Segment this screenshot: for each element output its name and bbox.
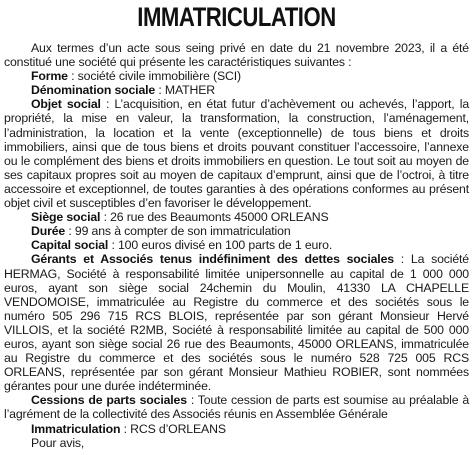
immatriculation-value: : RCS d’ORLEANS [120, 421, 226, 436]
duree-value: : 99 ans à compter de son immatriculation [65, 224, 291, 239]
closing-paragraph [4, 436, 469, 450]
siege-value: : 26 rue des Beaumonts 45000 ORLEANS [100, 210, 329, 225]
immatriculation-label: Immatriculation [31, 421, 121, 436]
closing-text: Pour avis, [31, 435, 85, 450]
denomination-value: : MATHER [155, 83, 216, 98]
gerants-value: : La société HERMAG, Société à responsabilité limitée unipersonnelle au capital de 1 000 000 euros, ayant son siège social 24chemin du Moulin, 41330 LA CHAPELLE VENDOMOISE, immatriculée au Registre du commerce et des sociétés sous le numéro 505 296 715 RCS BLOIS, représentée par son gérant Monsieur Hervé VILLOIS, et la société R2MB, Société à responsabilité limitée au capital de 500 000 euros, ayant son siège social 26 rue des Beaumonts, 45000 ORLEANS, immatriculée au Registre du commerce et des sociétés sous le numéro 528 725 005 RCS ORLEANS, représentée par son gérant Monsieur Mathieu ROBIER, sont nommées gérantes pour une durée indéterminée. [4, 252, 469, 394]
capital-paragraph [4, 238, 469, 252]
capital-label: Capital social [31, 238, 109, 253]
forme-label: Forme [31, 69, 68, 84]
intro-text: Aux termes d’un acte sous seing privé en date du 21 novembre 2023, il a été constitué une société qui présente les caractéristiques suivantes : [4, 41, 469, 70]
objet-value: : L’acquisition, en état futur d’achèvement ou achevés, l’apport, la propriété, la mise en valeur, la transformation, la construction, l’aménagement, l’administration, la location et la vente (exceptionnelle) de tous biens et droits immobiliers, ainsi que de tous biens et droits pouvant constituer l’accessoire, l’annexe ou le complément des biens et droits immobiliers en question. Le tout soit au moyen de ses capitaux propres soit au moyen de capitaux d’emprunt, ainsi que de l’octroi, à titre accessoire et exceptionnel, de toutes garanties à des opérations conformes au présent objet civil et susceptibles d’en favoriser le développement. [4, 97, 470, 211]
notice-title: IMMATRICULATION [137, 2, 336, 32]
intro-paragraph [4, 41, 469, 69]
duree-paragraph [4, 224, 469, 238]
denomination-paragraph [4, 83, 469, 97]
forme-value: : société civile immobilière (SCI) [67, 69, 241, 84]
siege-label: Siège social [31, 210, 101, 225]
siege-paragraph [4, 210, 469, 224]
gerants-paragraph [4, 252, 469, 393]
cessions-label: Cessions de parts sociales [31, 393, 187, 408]
duree-label: Durée [31, 224, 66, 239]
forme-paragraph [4, 69, 469, 83]
denomination-label: Dénomination sociale [31, 83, 156, 98]
cessions-value: : Toute cession de parts est soumise au préalable à l’agrément de la collectivité des Associés réunis en Assemblée Générale [4, 393, 470, 422]
cessions-paragraph [4, 393, 469, 421]
objet-paragraph [4, 97, 469, 210]
capital-value: : 100 euros divisé en 100 parts de 1 euro. [108, 238, 333, 253]
immatriculation-paragraph [4, 422, 469, 436]
objet-label: Objet social [31, 97, 101, 112]
gerants-label: Gérants et Associés tenus indéfiniment des dettes sociales [31, 252, 394, 267]
